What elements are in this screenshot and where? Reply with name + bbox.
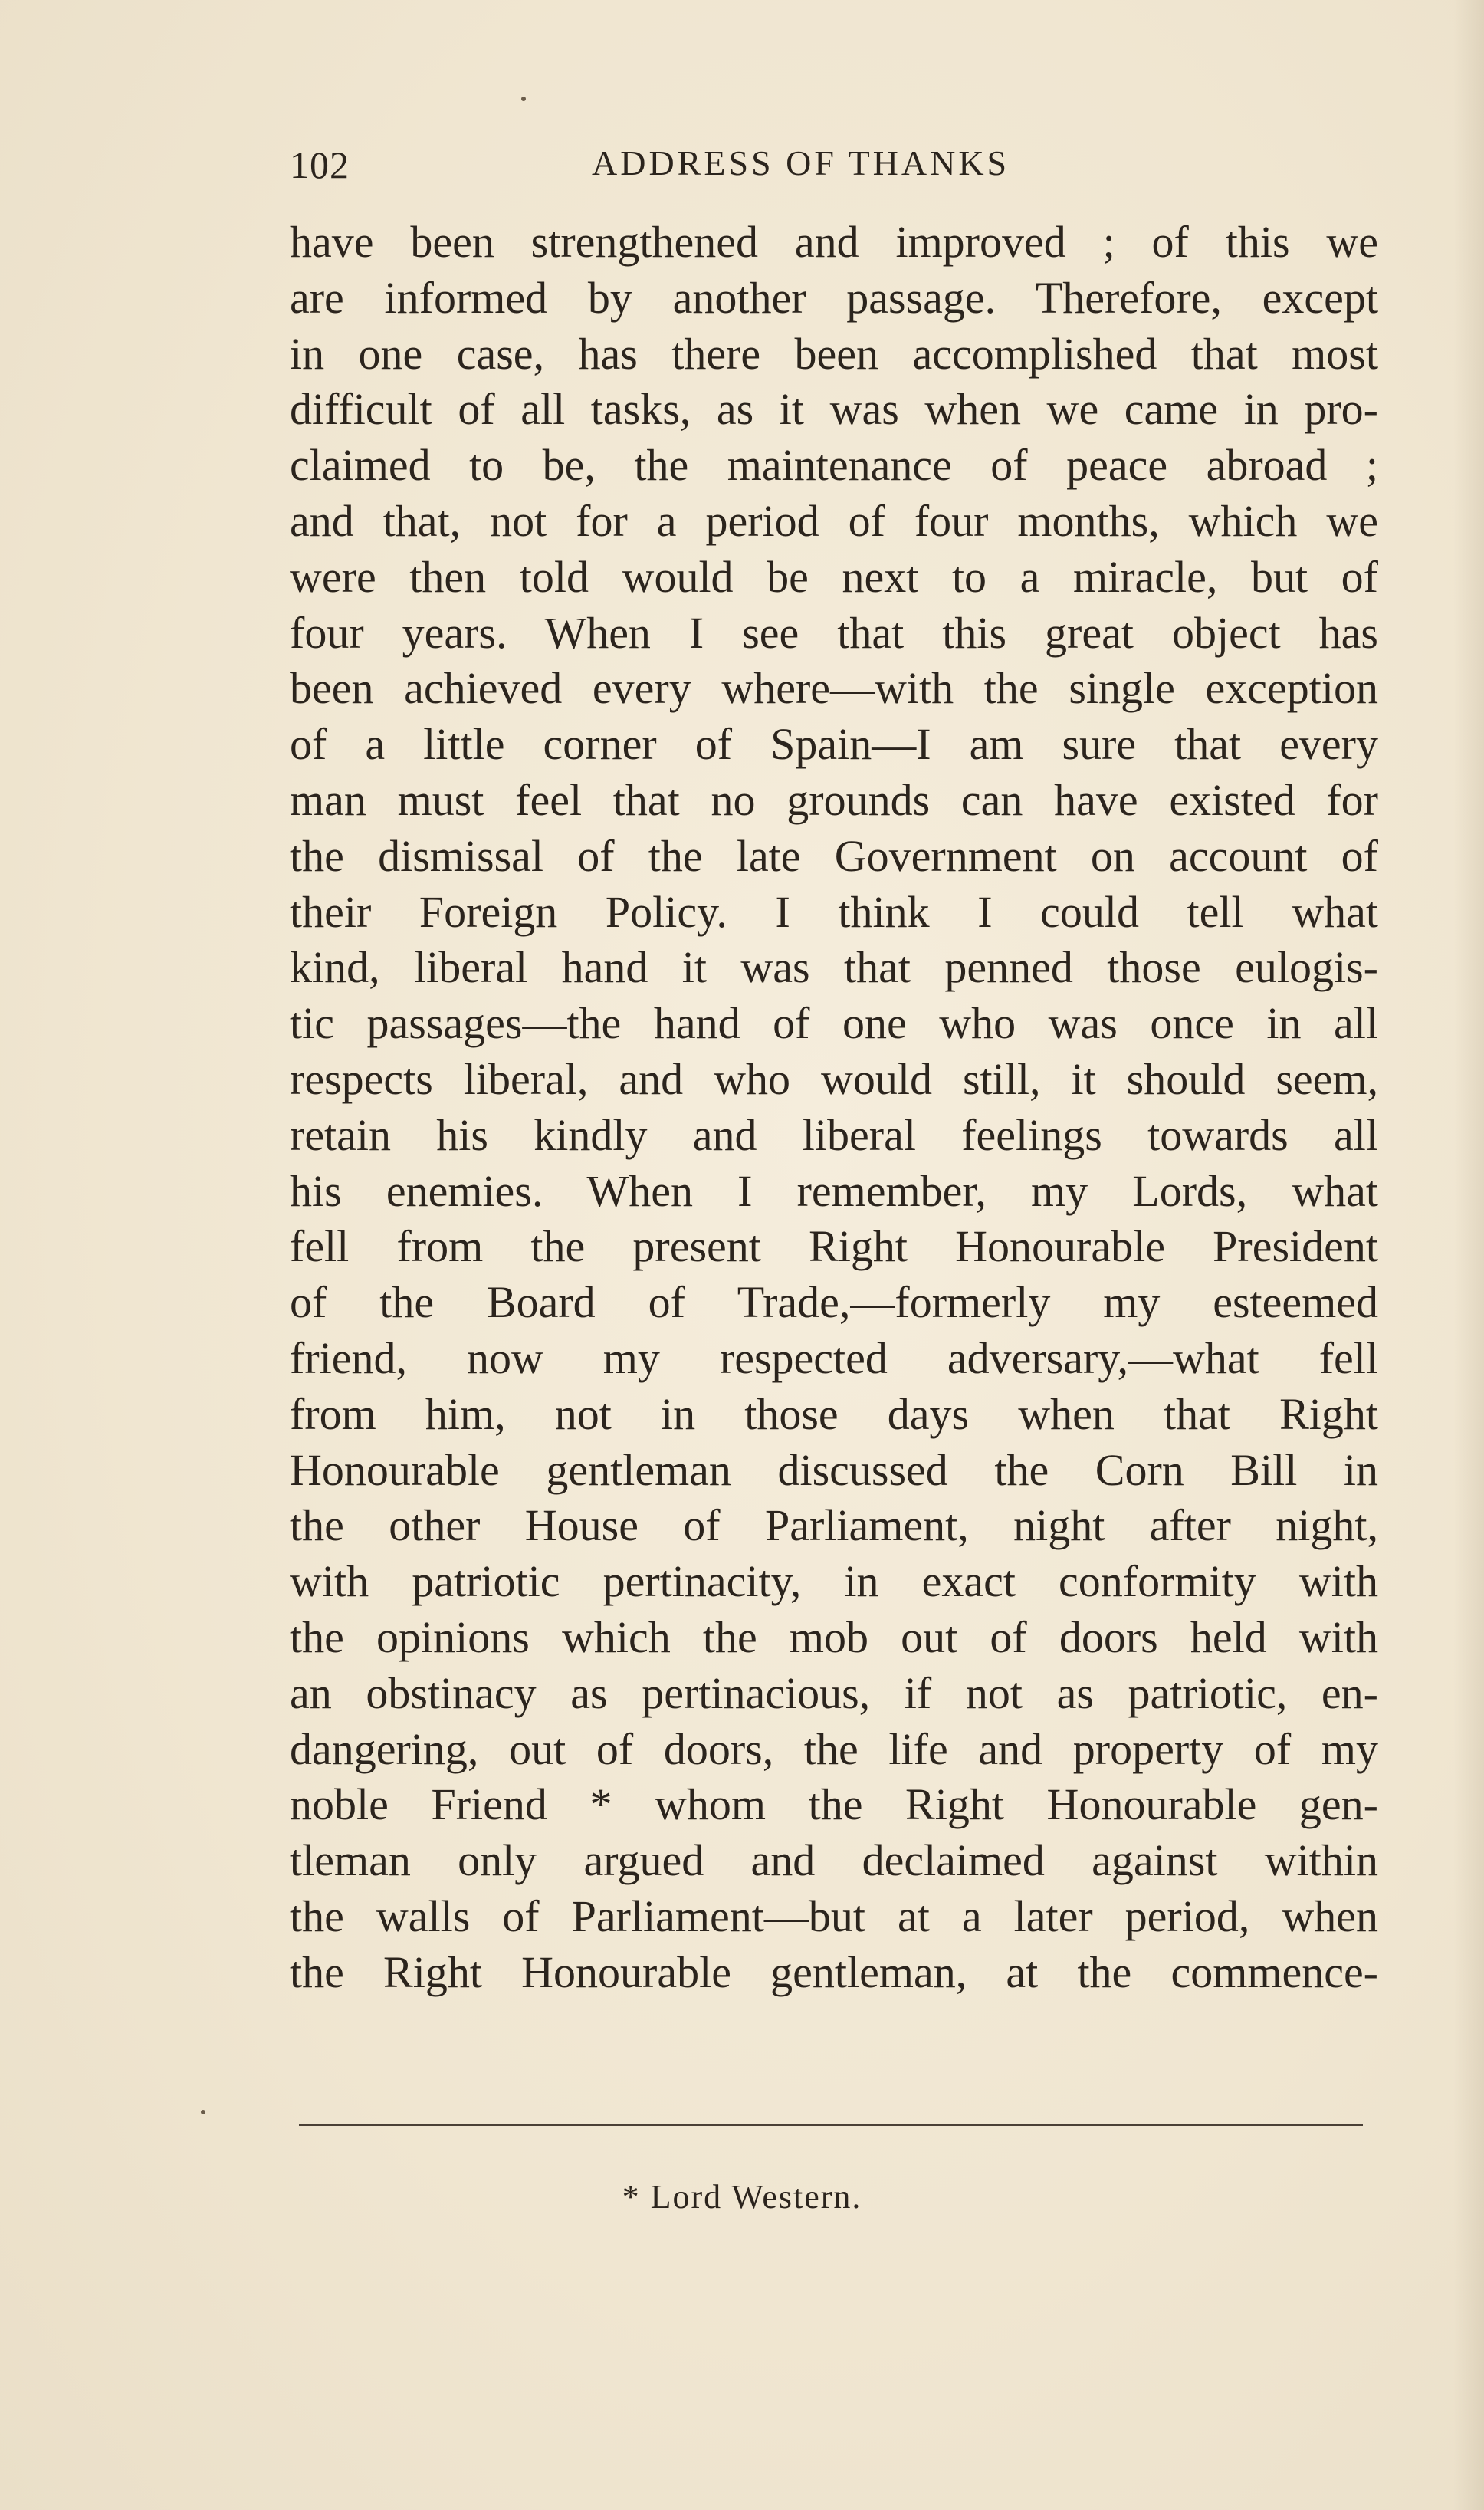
text-line: the dismissal of the late Government on account of (290, 830, 1378, 881)
text-line: retain his kindly and liberal feelings towards all (290, 1109, 1378, 1160)
text-line: dangering, out of doors, the life and property of my (290, 1723, 1378, 1774)
footnote: * Lord Western. (622, 2178, 862, 2216)
text-line: the opinions which the mob out of doors held with (290, 1611, 1378, 1662)
text-line: the walls of Parliament—but at a later period, when (290, 1891, 1378, 1941)
text-line: were then told would be next to a miracle, but of (290, 551, 1378, 602)
page-number: 102 (290, 143, 350, 186)
running-head: ADDRESS OF THANKS (592, 143, 1010, 182)
footnote-divider (299, 2124, 1363, 2126)
body-text (290, 215, 1378, 2001)
text-line: and that, not for a period of four months, which we (290, 495, 1378, 546)
text-line: with patriotic pertinacity, in exact conformity with (290, 1556, 1378, 1607)
text-line: man must feel that no grounds can have existed for (290, 774, 1378, 825)
paper-speck (521, 97, 526, 101)
text-line: noble Friend * whom the Right Honourable gen- (290, 1779, 1378, 1830)
text-line: been achieved every where—with the single exception (290, 663, 1378, 714)
page-edge-shadow (1453, 0, 1484, 2510)
text-line: tic passages—the hand of one who was once in all (290, 998, 1378, 1049)
text-line: have been strengthened and improved ; of this we (290, 217, 1378, 267)
text-line: of the Board of Trade,—formerly my esteemed (290, 1277, 1378, 1328)
text-line: the other House of Parliament, night after night, (290, 1500, 1378, 1551)
text-line: kind, liberal hand it was that penned those eulogis- (290, 942, 1378, 993)
text-line: friend, now my respected adversary,—what fell (290, 1332, 1378, 1383)
text-line: from him, not in those days when that Right (290, 1388, 1378, 1439)
text-line: their Foreign Policy. I think I could tell what (290, 886, 1378, 937)
text-line: an obstinacy as pertinacious, if not as patriotic, en- (290, 1667, 1378, 1718)
page-header (290, 143, 1378, 196)
text-line: of a little corner of Spain—I am sure that every (290, 719, 1378, 770)
paper-speck (201, 2110, 205, 2114)
text-line: difficult of all tasks, as it was when we came in pro- (290, 384, 1378, 435)
text-line: tleman only argued and declaimed against within (290, 1835, 1378, 1886)
text-line: claimed to be, the maintenance of peace abroad ; (290, 440, 1378, 491)
text-line: the Right Honourable gentleman, at the commence- (290, 1947, 1378, 1997)
text-line: fell from the present Right Honourable President (290, 1221, 1378, 1272)
text-line: in one case, has there been accomplished that most (290, 328, 1378, 379)
text-line: four years. When I see that this great object has (290, 607, 1378, 658)
text-line: his enemies. When I remember, my Lords, what (290, 1165, 1378, 1216)
text-line: respects liberal, and who would still, it should seem, (290, 1053, 1378, 1104)
text-line: Honourable gentleman discussed the Corn Bill in (290, 1444, 1378, 1495)
text-line: are informed by another passage. Therefore, except (290, 272, 1378, 323)
